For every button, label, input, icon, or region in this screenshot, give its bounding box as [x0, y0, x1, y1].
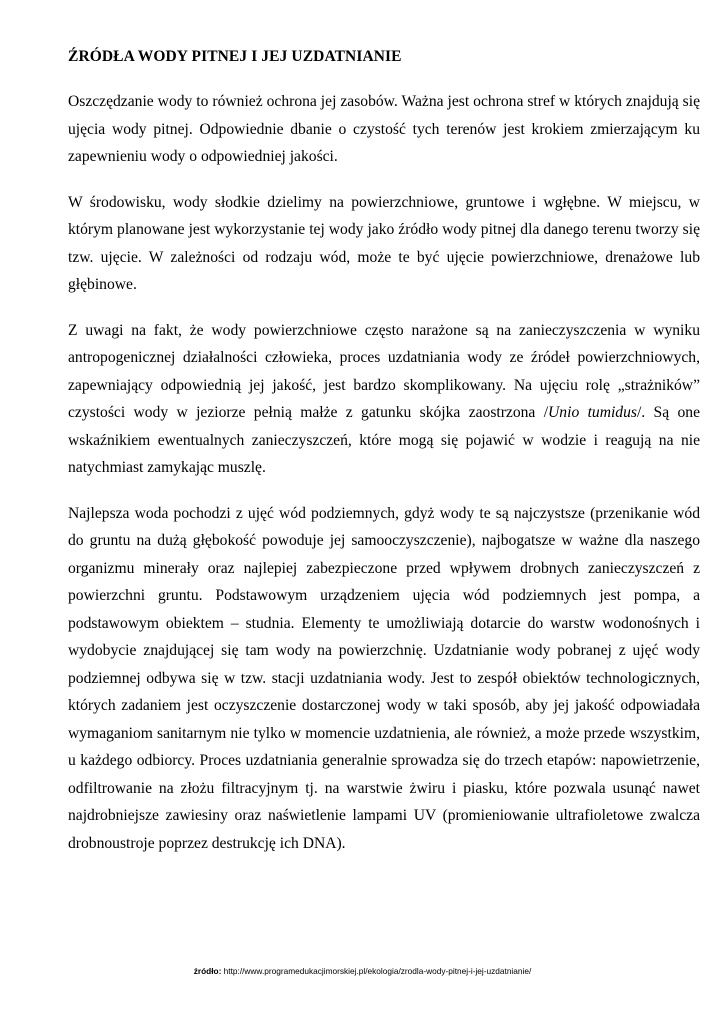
source-label: źródło:	[193, 966, 222, 976]
document-title: ŹRÓDŁA WODY PITNEJ I JEJ UZDATNIANIE	[68, 48, 402, 65]
paragraph-water-types: W środowisku, wody słodkie dzielimy na powierzchniowe, gruntowe i wgłębne. W miejscu, w którym planowane jest wykorzystanie tej wody jako źródło wody pitnej dla danego terenu tworzy się tzw. ujęcie. W zależności od rodzaju wód, może te być ujęcie powierzchniowe, drenażowe lub głębinowe.	[68, 193, 700, 293]
source-url: http://www.programedukacjimorskiej.pl/ekologia/zrodla-wody-pitnej-i-jej-uzdatnianie/	[221, 966, 532, 976]
paragraph-surface-water	[68, 317, 700, 482]
paragraph-surface-water-part1: Z uwagi na fakt, że wody powierzchniowe często narażone są na zanieczyszczenia w wyniku antropogenicznej działalności człowieka, proces uzdatniania wody ze źródeł powierzchniowych, zapewniający odpowiednią jej jakość, jest bardzo skomplikowany. Na ujęciu rolę „strażników” czystości wody w jeziorze pełnią małże z gatunku skójka zaostrzona /	[68, 321, 700, 421]
paragraph-groundwater: Najlepsza woda pochodzi z ujęć wód podziemnych, gdyż wody te są najczystsze (przenikanie wód do gruntu na dużą głębokość powoduje jej samooczyszczenie), najbogatsze w ważne dla naszego organizmu minerały oraz najlepiej zabezpieczone przed wpływem drobnych zanieczyszczeń z powierzchni gruntu. Podstawowym urządzeniem ujęcia wód podziemnych jest pompa, a podstawowym obiektem – studnia. Elementy te umożliwiają dotarcie do warstw wodonośnych i wydobycie znajdującej się tam wody na powierzchnię. Uzdatnianie wody pobranej z ujęć wody podziemnej odbywa się w tzw. stacji uzdatniania wody. Jest to zespół obiektów technologicznych, których zadaniem jest oczyszczenie dostarczonej wody w taki sposób, aby jej jakość odpowiadała wymaganiom sanitarnym nie tylko w momencie uzdatnienia, ale również, a może przede wszystkim, u każdego odbiorcy. Proces uzdatniania generalnie sprowadza się do trzech etapów: napowietrzenie, odfiltrowanie na złożu filtracyjnym tj. na warstwie żwiru i piasku, które pozwala usunąć nawet najdrobniejsze zawiesiny oraz naświetlenie lampami UV (promieniowanie ultrafioletowe zwalcza drobnoustroje poprzez destrukcję ich DNA).	[68, 504, 700, 852]
paragraph-water-protection: Oszczędzanie wody to również ochrona jej zasobów. Ważna jest ochrona stref w których znajdują się ujęcia wody pitnej. Odpowiednie dbanie o czystość tych terenów jest krokiem zmierzającym ku zapewnieniu wody o odpowiedniej jakości.	[68, 93, 700, 165]
document-page	[68, 48, 700, 875]
source-footnote	[0, 966, 725, 976]
paragraph-surface-water-part2: /. Są one wskaźnikiem ewentualnych zanieczyszczeń, które mogą się pojawić w wodzie i reagują na nie natychmiast zamykając muszlę.	[68, 404, 700, 476]
species-name: Unio tumidus	[548, 404, 637, 421]
